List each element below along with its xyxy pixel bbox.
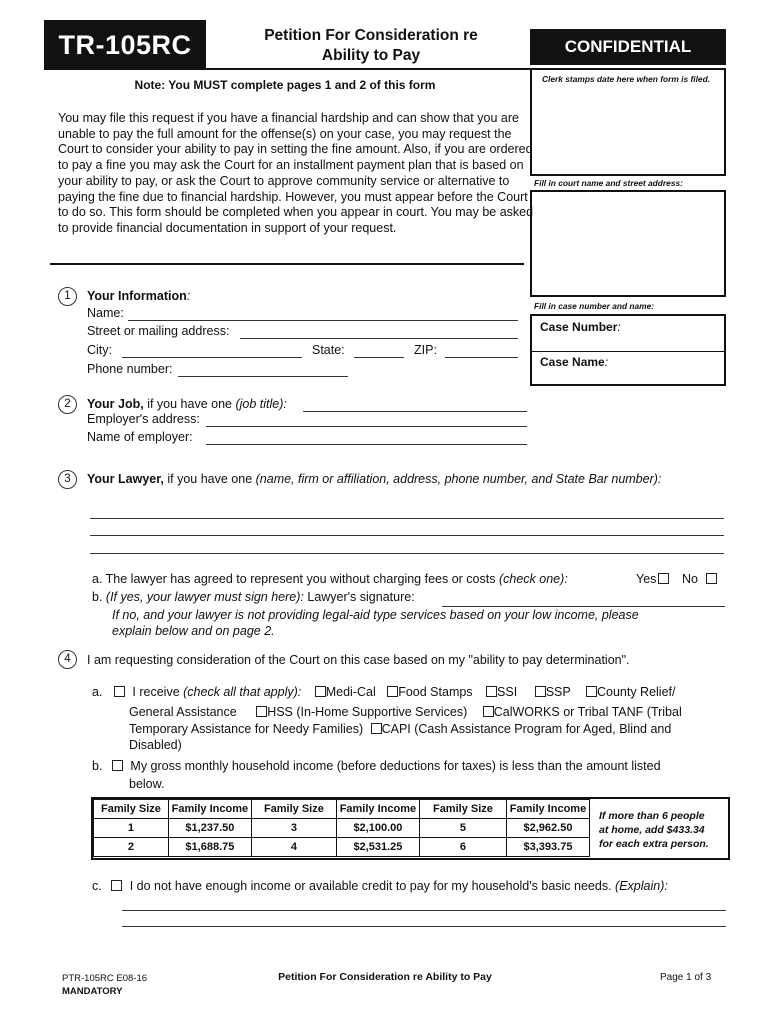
employer-name-input-line[interactable] xyxy=(206,444,527,445)
table-cell: 5 xyxy=(419,819,506,838)
section3-title: Your Lawyer, if you have one (name, firm or affiliation, address, phone number, and State Bar number): xyxy=(87,472,662,486)
insufficient-income-checkbox[interactable] xyxy=(111,880,122,891)
table-cell: 1 xyxy=(94,819,169,838)
table-header: Family Income xyxy=(506,800,589,819)
city-input-line[interactable] xyxy=(122,357,302,358)
case-info-box xyxy=(530,314,726,386)
form-title-line1: Petition For Consideration re xyxy=(264,27,478,44)
benefits-row-1: a. I receive (check all that apply): Medi-Cal Food Stamps SSI SSP County Relief/ xyxy=(92,685,676,699)
income-below-row: b. My gross monthly household income (before deductions for taxes) is less than the amount listed xyxy=(92,759,661,773)
income-below-row-2: below. xyxy=(129,777,165,791)
footer-form-rev: PTR-105RC E08-16 xyxy=(62,973,148,984)
county-relief-checkbox[interactable] xyxy=(586,686,597,697)
confidential-banner: CONFIDENTIAL xyxy=(530,29,726,65)
table-cell: $1,237.50 xyxy=(168,819,251,838)
phone-label: Phone number: xyxy=(87,362,173,376)
footer-page-number: Page 1 of 3 xyxy=(660,972,712,983)
explain-input-line-1[interactable] xyxy=(122,910,726,911)
table-cell: 6 xyxy=(419,838,506,857)
case-name-label: Case Name xyxy=(540,355,605,369)
intro-paragraph: You may file this request if you have a financial hardship and can show that you are unable to pay the full amount for the offense(s) on your case, you may request the Court to consider your ability to pay in setting the fine amount. Also, if you are ordered to pay a fine you may ask the Court for an installment payment plan that is based on your ability to pay, or ask the Court to approve community service or alternative to paying the fine due to financial hardship. However, you must appear before the Court to do so. This form should be completed when you appear in court. You may be asked to provide financial documentation in support of your request. xyxy=(58,111,534,235)
capi-checkbox[interactable] xyxy=(371,723,382,734)
table-cell: $2,531.25 xyxy=(336,838,419,857)
table-header: Family Size xyxy=(94,800,169,819)
if-no-note-line1: If no, and your lawyer is not providing legal-aid type services based on your low income, please xyxy=(112,608,639,622)
title-rule xyxy=(44,68,530,70)
street-label: Street or mailing address: xyxy=(87,324,230,338)
income-below-checkbox[interactable] xyxy=(112,760,123,771)
case-number-label: Case Number xyxy=(540,320,618,334)
yes-checkbox[interactable] xyxy=(658,573,669,584)
zip-label: ZIP: xyxy=(414,343,437,357)
street-input-line[interactable] xyxy=(240,338,518,339)
footer-title: Petition For Consideration re Ability to Pay xyxy=(278,971,492,983)
city-label: City: xyxy=(87,343,112,357)
court-name-box[interactable] xyxy=(530,190,726,297)
table-header: Family Income xyxy=(336,800,419,819)
lawyer-fees-no: No xyxy=(682,571,717,587)
form-note: Note: You MUST complete pages 1 and 2 of this form xyxy=(134,78,436,92)
table-header: Family Size xyxy=(419,800,506,819)
court-name-label: Fill in court name and street address: xyxy=(534,178,683,188)
form-code: TR-105RC xyxy=(44,20,206,70)
income-table-wrapper xyxy=(91,797,730,860)
table-header: Family Size xyxy=(251,800,336,819)
section4-text: I am requesting consideration of the Court on this case based on my "ability to pay determination". xyxy=(87,653,630,667)
ssp-checkbox[interactable] xyxy=(535,686,546,697)
form-title xyxy=(212,26,530,66)
phone-input-line[interactable] xyxy=(178,376,348,377)
benefits-row-4: Disabled) xyxy=(129,738,182,752)
employer-address-input-line[interactable] xyxy=(206,426,527,427)
extra-person-note: If more than 6 people at home, add $433.34 for each extra person. xyxy=(599,810,709,850)
footer-form-info xyxy=(62,972,147,998)
receive-benefits-checkbox[interactable] xyxy=(114,686,125,697)
table-cell: $2,100.00 xyxy=(336,819,419,838)
table-cell: $2,962.50 xyxy=(506,819,589,838)
lawyer-input-line-1[interactable] xyxy=(90,518,724,519)
section1-title: Your Information: xyxy=(87,289,191,303)
table-header: Family Income xyxy=(168,800,251,819)
lawyer-input-line-3[interactable] xyxy=(90,553,724,554)
form-title-line2: Ability to Pay xyxy=(321,47,421,64)
state-input-line[interactable] xyxy=(354,357,404,358)
employer-address-label: Employer's address: xyxy=(87,412,200,426)
food-stamps-checkbox[interactable] xyxy=(387,686,398,697)
section2-title: Your Job, if you have one (job title): xyxy=(87,397,287,411)
case-name-field[interactable]: Case Name: xyxy=(540,355,609,369)
income-table xyxy=(93,799,590,857)
name-label: Name: xyxy=(87,306,124,320)
table-cell: $3,393.75 xyxy=(506,838,589,857)
insufficient-income-row: c. I do not have enough income or available credit to pay for my household's basic needs. (Explain): xyxy=(92,879,668,893)
benefits-row-2: General Assistance HSS (In-Home Supportive Services) CalWORKS or Tribal TANF (Tribal xyxy=(129,705,682,719)
state-label: State: xyxy=(312,343,345,357)
if-no-note-line2: explain below and on page 2. xyxy=(112,624,275,638)
no-checkbox[interactable] xyxy=(706,573,717,584)
table-cell: 4 xyxy=(251,838,336,857)
table-row xyxy=(94,819,590,838)
table-cell: 3 xyxy=(251,819,336,838)
job-title-input-line[interactable] xyxy=(303,411,527,412)
medi-cal-checkbox[interactable] xyxy=(315,686,326,697)
benefits-row-3: Temporary Assistance for Needy Families) CAPI (Cash Assistance Program for Aged, Blind and xyxy=(129,722,672,736)
lawyer-signature-label: b. (If yes, your lawyer must sign here): Lawyer's signature: xyxy=(92,590,415,604)
section-number-1: 1 xyxy=(58,287,77,306)
lawyer-fees-yes: Yes xyxy=(636,571,669,587)
table-row xyxy=(94,838,590,857)
explain-input-line-2[interactable] xyxy=(122,926,726,927)
footer-mandatory: MANDATORY xyxy=(62,986,123,997)
case-info-label: Fill in case number and name: xyxy=(534,301,655,311)
ssi-checkbox[interactable] xyxy=(486,686,497,697)
employer-name-label: Name of employer: xyxy=(87,430,193,444)
calworks-checkbox[interactable] xyxy=(483,706,494,717)
table-cell: 2 xyxy=(94,838,169,857)
clerk-stamp-box xyxy=(530,68,726,176)
lawyer-fees-question: a. The lawyer has agreed to represent you without charging fees or costs (check one): xyxy=(92,572,568,586)
table-cell: $1,688.75 xyxy=(168,838,251,857)
table-header-row xyxy=(94,800,590,819)
case-number-field[interactable]: Case Number: xyxy=(532,316,724,352)
clerk-stamp-label: Clerk stamps date here when form is filed. xyxy=(542,74,711,84)
lawyer-input-line-2[interactable] xyxy=(90,535,724,536)
section-divider xyxy=(50,263,524,265)
hss-checkbox[interactable] xyxy=(256,706,267,717)
section-number-3: 3 xyxy=(58,470,77,489)
section-number-2: 2 xyxy=(58,395,77,414)
zip-input-line[interactable] xyxy=(445,357,518,358)
section-number-4: 4 xyxy=(58,650,77,669)
name-input-line[interactable] xyxy=(128,320,518,321)
